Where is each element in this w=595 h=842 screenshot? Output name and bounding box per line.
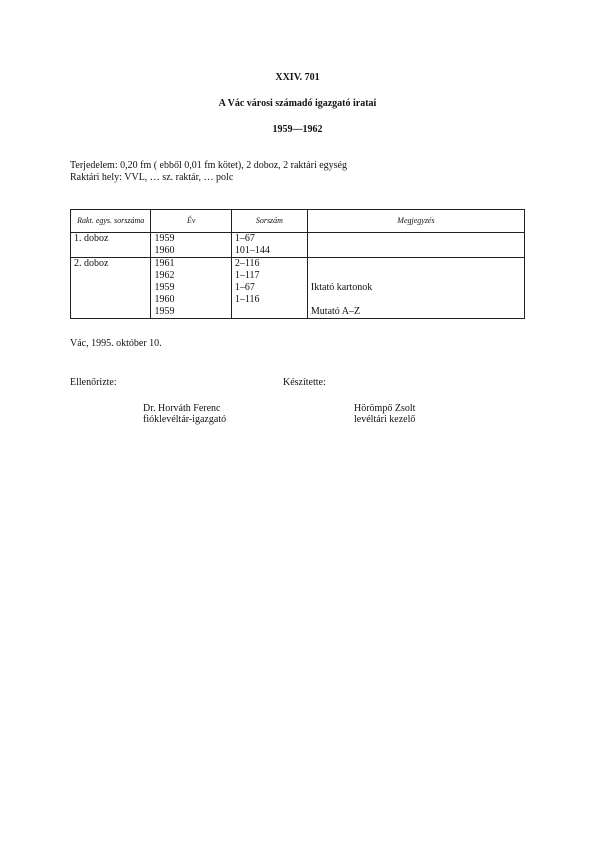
serial-value: 2–116 xyxy=(234,258,260,269)
year-value: 1962 xyxy=(154,270,175,281)
checked-label: Ellenőrizte: xyxy=(70,377,117,388)
serial-value xyxy=(235,306,304,318)
header-note: Megjegyzés xyxy=(307,210,524,233)
year-value: 1959 xyxy=(154,282,175,293)
table-row xyxy=(71,233,525,258)
header-year: Év xyxy=(151,210,231,233)
table-row xyxy=(71,258,525,319)
year-value: 1961 xyxy=(154,258,175,269)
cell-years xyxy=(151,233,231,258)
year-value: 1960 xyxy=(154,294,175,305)
fonds-code: XXIV. 701 xyxy=(275,72,320,83)
cell-serials xyxy=(231,233,307,258)
cell-notes xyxy=(307,233,524,258)
cell-years xyxy=(151,258,231,319)
preparer-name: Hörömpő Zsolt xyxy=(354,403,416,414)
cell-serials xyxy=(231,258,307,319)
note-value xyxy=(311,270,521,282)
serial-value: 1–117 xyxy=(234,270,260,281)
year-value: 1959 xyxy=(154,233,175,244)
unit-label: 1. doboz xyxy=(74,233,109,244)
inventory-table xyxy=(70,209,525,319)
cell-unit xyxy=(71,233,151,258)
serial-value: 1–116 xyxy=(234,294,260,305)
prepared-label: Készítette: xyxy=(283,377,326,388)
year-value: 1960 xyxy=(154,245,175,256)
date-place: Vác, 1995. október 10. xyxy=(70,338,162,349)
note-value xyxy=(311,258,521,270)
header-unit: Rakt. egys. sorszáma xyxy=(71,210,151,233)
serial-value: 101–144 xyxy=(234,245,270,256)
note-value xyxy=(311,233,521,245)
preparer-title: levéltári kezelő xyxy=(354,414,416,425)
extent-line: Terjedelem: 0,20 fm ( ebből 0,01 fm kötet), 2 doboz, 2 raktári egység xyxy=(70,160,347,171)
cell-unit xyxy=(71,258,151,319)
year-value: 1959 xyxy=(154,306,175,317)
header-serial: Sorszám xyxy=(231,210,307,233)
fonds-years: 1959—1962 xyxy=(272,124,323,135)
serial-value: 1–67 xyxy=(234,233,255,244)
table-header-row xyxy=(71,210,525,233)
note-value xyxy=(311,294,521,306)
location-line: Raktári hely: VVL, … sz. raktár, … polc xyxy=(70,172,234,183)
note-value xyxy=(311,245,521,257)
checker-title: fióklevéltár-igazgató xyxy=(143,414,227,425)
serial-value: 1–67 xyxy=(234,282,255,293)
fonds-title: A Vác városi számadó igazgató iratai xyxy=(218,98,377,109)
note-value: Iktató kartonok xyxy=(310,282,373,293)
note-value: Mutató A–Z xyxy=(310,306,361,317)
checker-name: Dr. Horváth Ferenc xyxy=(143,403,221,414)
cell-notes xyxy=(307,258,524,319)
unit-label: 2. doboz xyxy=(74,258,109,269)
